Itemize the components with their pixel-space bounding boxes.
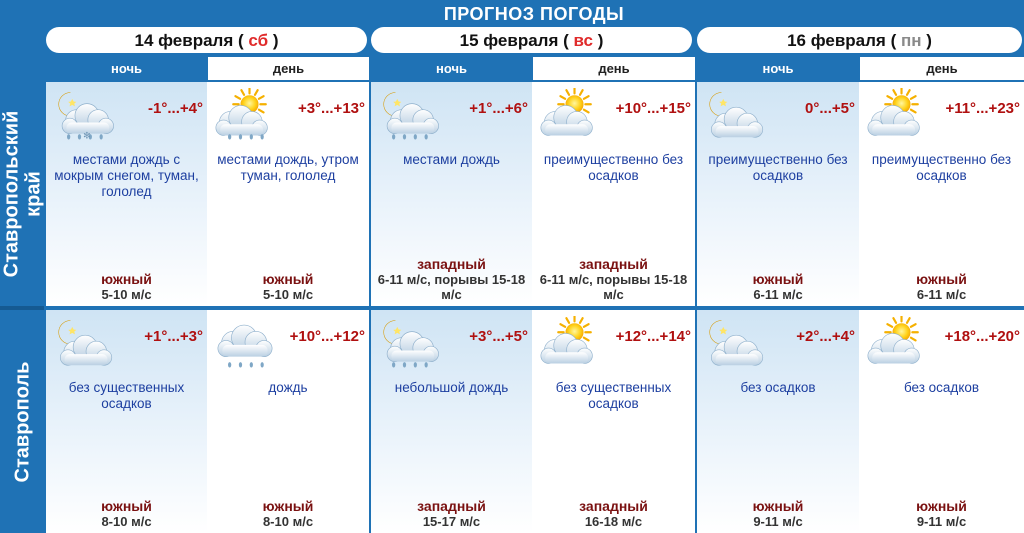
day-of-week: пн	[900, 31, 922, 50]
time-of-day-day: день	[207, 57, 369, 80]
wind-direction: западный	[579, 498, 648, 514]
wind-direction: южный	[262, 271, 314, 287]
weather-description: местами дождь	[403, 152, 500, 167]
wind-direction: западный	[417, 256, 486, 272]
temperature: +1°...+3°	[144, 328, 203, 345]
temperature: +10°...+12°	[289, 328, 365, 345]
region-label	[0, 82, 44, 306]
cloud-rain-icon	[213, 316, 277, 372]
wind-direction: южный	[262, 498, 314, 514]
wind-info	[48, 271, 205, 302]
wind-direction: южный	[101, 498, 152, 514]
wind-info	[209, 271, 367, 302]
wind-direction: южный	[752, 498, 804, 514]
wind-speed: 9-11 м/с	[916, 514, 967, 529]
weather-description: преимущественно без осадков	[871, 152, 1012, 183]
wind-speed: 8-10 м/с	[262, 514, 314, 529]
wind-speed: 5-10 м/с	[101, 287, 152, 302]
weather-description: местами дождь, утром туман, гололед	[217, 152, 359, 183]
wind-direction: южный	[752, 271, 804, 287]
region-name: Ставропольский край	[0, 110, 44, 278]
weather-description: без осадков	[903, 380, 980, 395]
forecast-cell	[371, 310, 532, 533]
region-name: Ставрополь	[11, 361, 34, 482]
moon-cloud-rain-icon	[377, 88, 441, 144]
forecast-cell	[859, 310, 1024, 533]
region-label	[0, 310, 44, 533]
day-divider	[369, 57, 371, 533]
wind-info	[373, 498, 530, 529]
svg-text:✻: ✻	[83, 131, 91, 142]
temperature: +2°...+4°	[796, 328, 855, 345]
wind-direction: западный	[417, 498, 486, 514]
wind-speed: 8-10 м/с	[101, 514, 152, 529]
temperature: +3°...+13°	[297, 100, 365, 117]
wind-speed: 15-17 м/с	[422, 514, 481, 529]
wind-info	[534, 256, 693, 302]
weather-description: без существенных осадков	[68, 380, 185, 411]
weather-description: дождь	[268, 380, 308, 395]
time-of-day-night: ночь	[697, 57, 859, 80]
wind-speed: 16-18 м/с	[584, 514, 643, 529]
temperature: -1°...+4°	[148, 100, 203, 117]
forecast-cell	[46, 310, 207, 533]
temperature: +1°...+6°	[469, 100, 528, 117]
wind-info	[373, 256, 530, 302]
moon-cloud-rain-icon	[377, 316, 441, 372]
sun-cloud-icon	[538, 88, 602, 144]
sun-cloud-icon	[538, 316, 602, 372]
forecast-cell	[859, 82, 1024, 306]
forecast-cell	[46, 82, 207, 306]
temperature: 0°...+5°	[805, 100, 855, 117]
date-text: 14 февраля	[134, 31, 234, 50]
moon-cloud-rain-snow-icon	[52, 88, 116, 144]
wind-info	[209, 498, 367, 529]
wind-info	[861, 271, 1022, 302]
page-title: ПРОГНОЗ ПОГОДЫ	[443, 4, 625, 24]
weather-description: местами дождь с мокрым снегом, туман, гололед	[54, 152, 199, 199]
row-divider	[44, 306, 1024, 310]
weather-description: без существенных осадков	[555, 380, 672, 411]
date-header: 14 февраля ( сб )	[46, 27, 367, 53]
wind-speed: 6-11 м/с, порывы 15-18 м/с	[539, 272, 688, 302]
wind-info	[48, 498, 205, 529]
weather-description: небольшой дождь	[394, 380, 509, 395]
wind-info	[534, 498, 693, 529]
sun-cloud-icon	[865, 316, 929, 372]
sun-cloud-rain-icon	[213, 88, 277, 144]
forecast-cell	[371, 82, 532, 306]
date-header: 15 февраля ( вс )	[371, 27, 692, 53]
wind-info	[861, 498, 1022, 529]
forecast-cell	[697, 310, 859, 533]
wind-direction: западный	[579, 256, 648, 272]
moon-cloud-icon	[52, 316, 116, 372]
wind-info	[699, 498, 857, 529]
day-divider	[695, 57, 697, 533]
weather-description: преимущественно без осадков	[543, 152, 684, 183]
forecast-cell	[207, 310, 369, 533]
date-header: 16 февраля ( пн )	[697, 27, 1022, 53]
forecast-cell	[697, 82, 859, 306]
temperature: +3°...+5°	[469, 328, 528, 345]
wind-direction: южный	[101, 271, 152, 287]
day-of-week: вс	[573, 31, 593, 50]
forecast-cell	[532, 310, 695, 533]
time-of-day-day: день	[859, 57, 1024, 80]
moon-cloud-icon	[703, 88, 767, 144]
wind-speed: 6-11 м/с, порывы 15-18 м/с	[377, 272, 526, 302]
wind-info	[699, 271, 857, 302]
forecast-cell	[207, 82, 369, 306]
weather-description: преимущественно без осадков	[708, 152, 848, 183]
date-text: 16 февраля	[787, 31, 886, 50]
wind-speed: 5-10 м/с	[262, 287, 314, 302]
temperature: +10°...+15°	[615, 100, 691, 117]
time-of-day-day: день	[532, 57, 695, 80]
date-text: 15 февраля	[459, 31, 559, 50]
wind-speed: 6-11 м/с	[916, 287, 967, 302]
weather-description: без осадков	[740, 380, 816, 395]
time-of-day-night: ночь	[46, 57, 207, 80]
sun-cloud-icon	[865, 88, 929, 144]
forecast-cell	[532, 82, 695, 306]
wind-direction: южный	[916, 498, 967, 514]
wind-speed: 6-11 м/с	[753, 287, 803, 302]
day-of-week: сб	[248, 31, 269, 50]
temperature: +12°...+14°	[615, 328, 691, 345]
time-of-day-night: ночь	[371, 57, 532, 80]
temperature: +11°...+23°	[945, 100, 1020, 117]
wind-speed: 9-11 м/с	[753, 514, 803, 529]
wind-direction: южный	[916, 271, 967, 287]
moon-cloud-icon	[703, 316, 767, 372]
temperature: +18°...+20°	[944, 328, 1020, 345]
